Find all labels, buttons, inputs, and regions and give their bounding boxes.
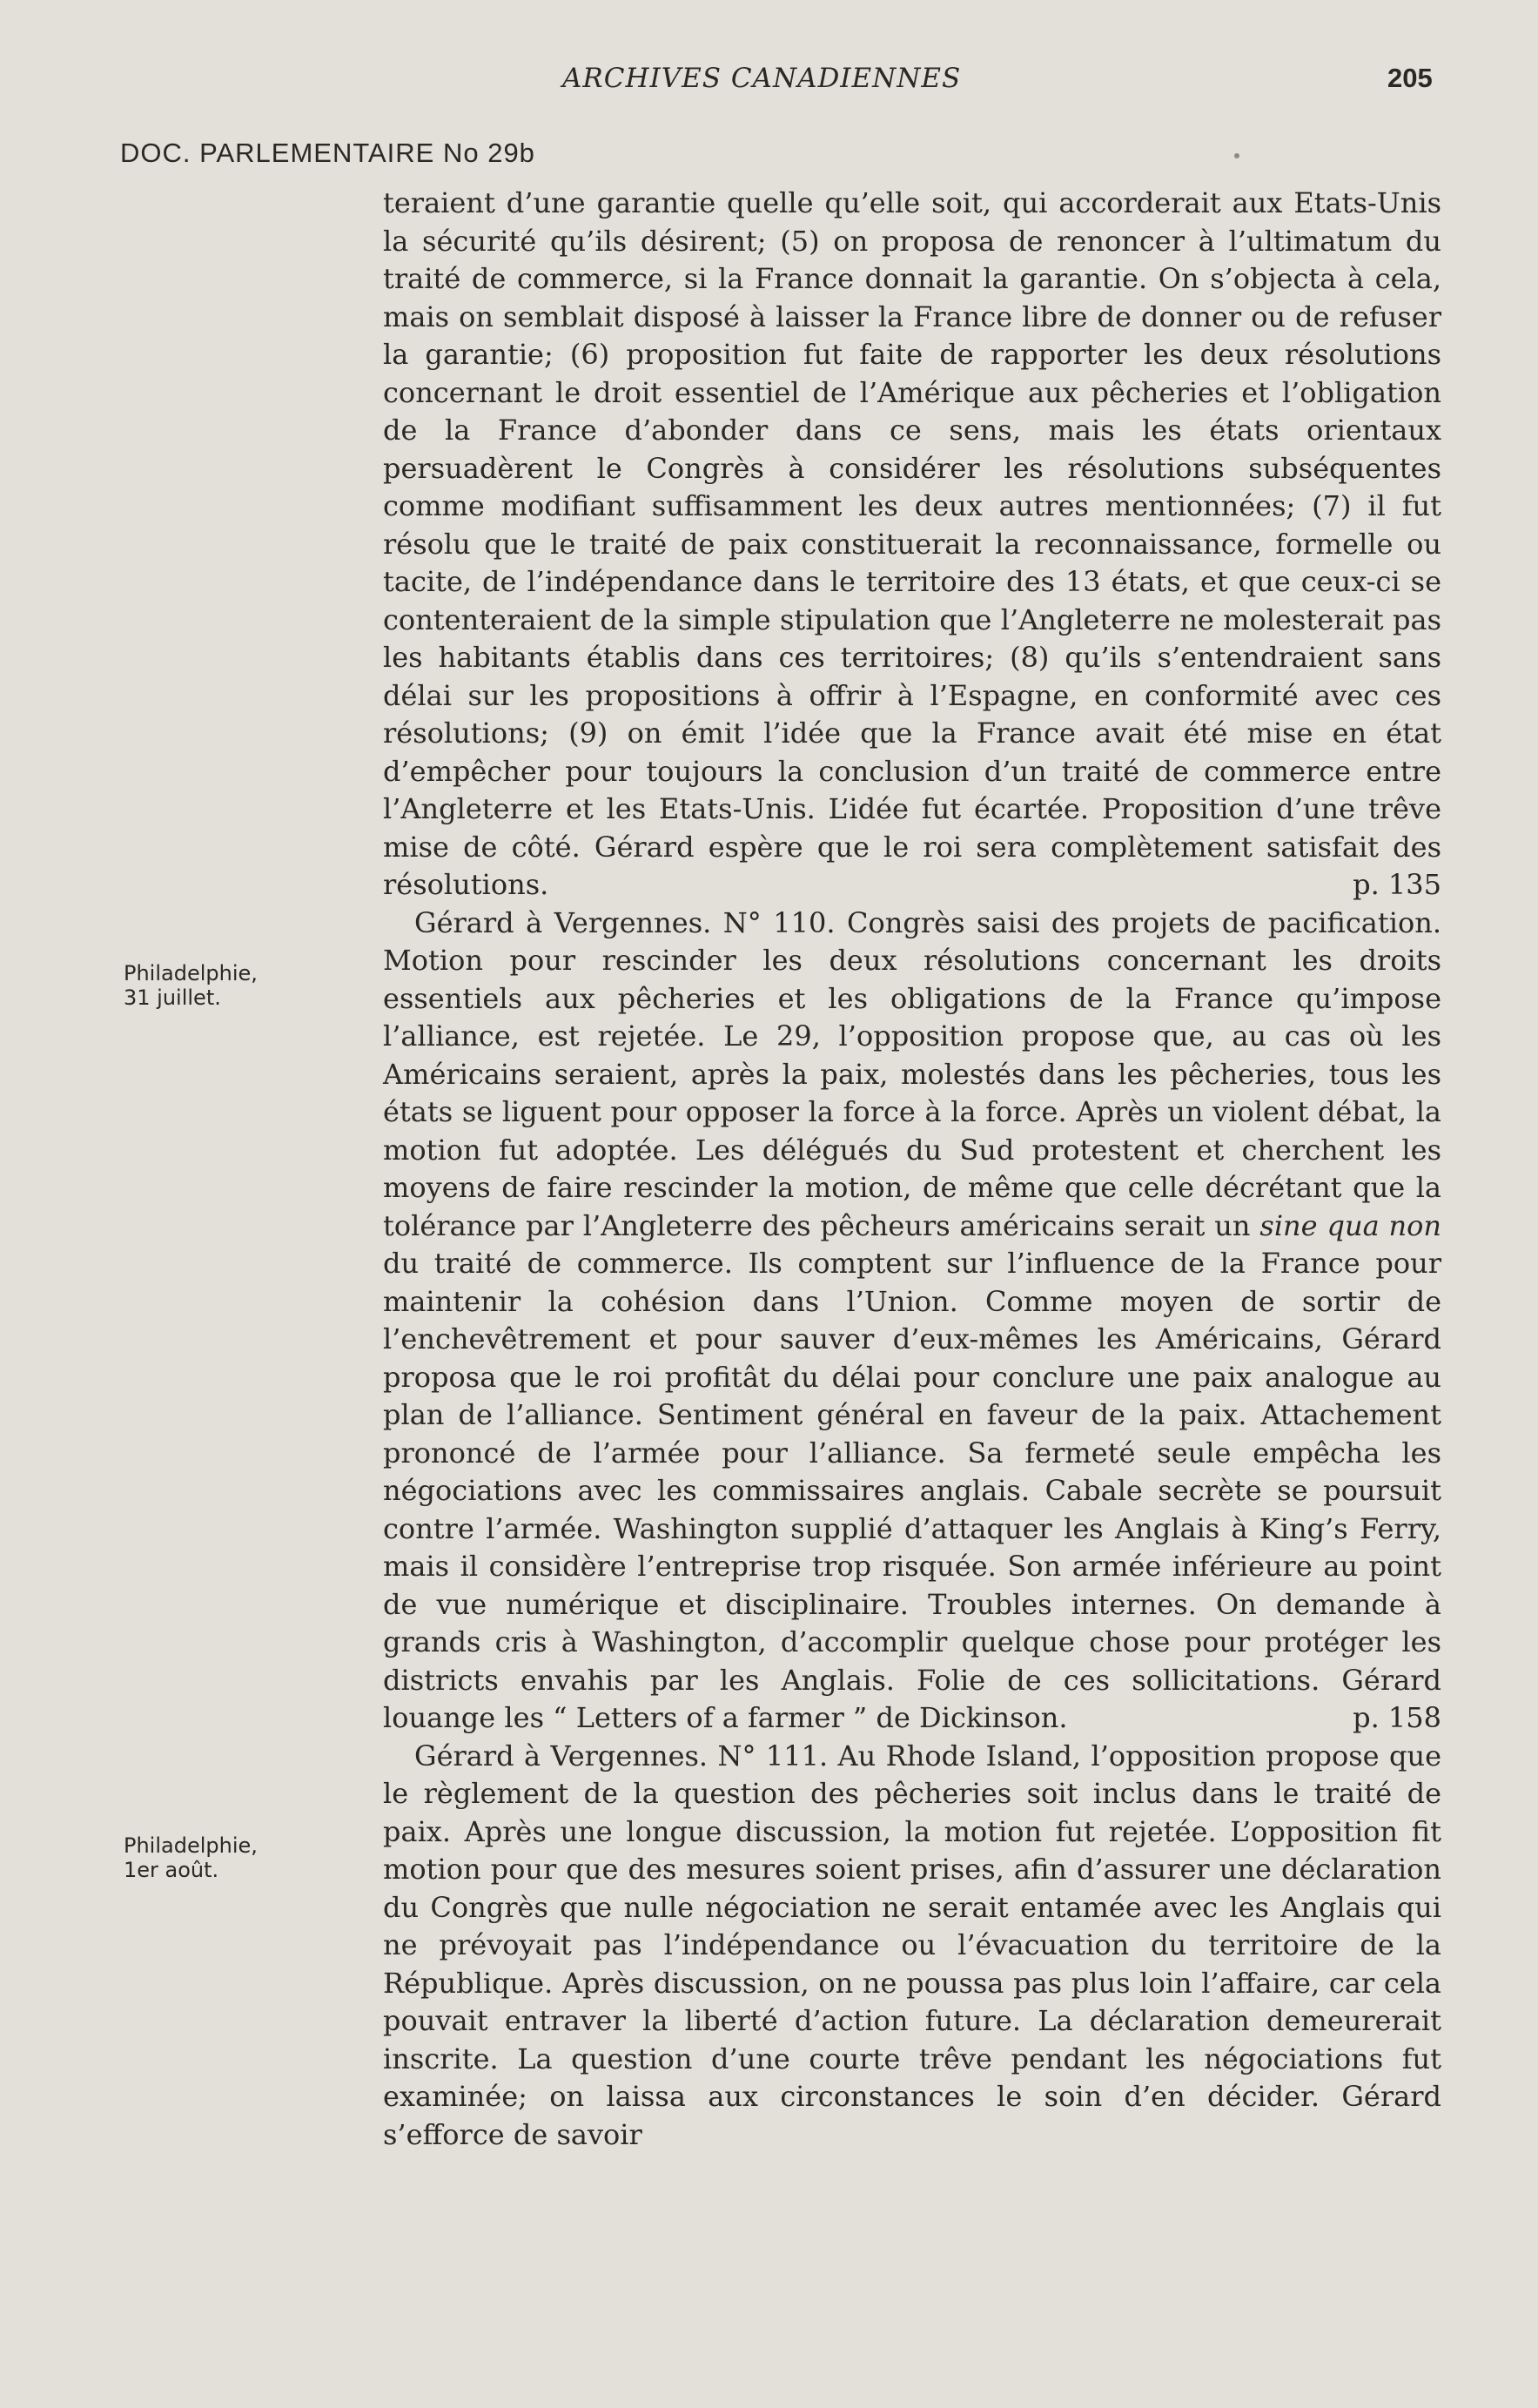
margin-note-31-juillet	[124, 961, 258, 1010]
entry-text: teraient d’une garantie quelle qu’elle soit, qui accorderait aux Etats-Unis la sécurité qu’ils désirent; (5) on proposa de renoncer à l’ultimatum du traité de commerce, si la France donnait la garantie. On s’objecta à cela, mais on semblait disposé à laisser la France libre de donner ou de refuser la garantie; (6) proposition fut faite de rapporter les deux résolutions concernant le droit essentiel de l’Amérique aux pêcheries et l’obligation de la France d’abonder dans ce sens, mais les états orientaux persuadèrent le Congrès à considérer les résolutions subséquentes comme modifiant suffisamment les deux autres mentionnées; (7) il fut résolu que le traité de paix constituerait la reconnaissance, formelle ou tacite, de l’indépendance dans le territoire des 13 états, et que ceux-ci se contenteraient de la simple stipulation que l’Angleterre ne molesterait pas les habitants établis dans ces territoires; (8) qu’ils s’entendraient sans délai sur les propositions à offrir à l’Espagne, en conformité avec ces résolutions; (9) on émit l’idée que la France avait été mise en état d’empêcher pour toujours la conclusion d’un traité de commerce entre l’Angleterre et les Etats-Unis. L’idée fut écartée. Proposition d’une trêve mise de côté. Gérard espère que le roi sera complètement satisfait des résolutions.	[383, 186, 1441, 901]
entry-text: du traité de commerce. Ils comptent sur l’influence de la France pour maintenir la cohésion dans l’Union. Comme moyen de sortir de l’enchevêtrement et pour sauver d’eux-mêmes les Américains, Gérard proposa que le roi profitât du délai pour conclure une paix analogue au plan de l’alliance. Sentiment général en faveur de la paix. Attachement prononcé de l’armée pour l’alliance. Sa fermeté seule empêcha les négociations avec les commissaires anglais. Cabale secrète se poursuit contre l’armée. Washington supplié d’attaquer les Anglais à King’s Ferry, mais il considère l’entreprise trop risquée. Son armée inférieure au point de vue numérique et disciplinaire. Troubles internes. On demande à grands cris à Washington, d’accomplir quelque chose pour protéger les districts envahis par les Anglais. Folie de ces sollicitations. Gérard louange les “ Letters of a farmer ” de Dickinson.	[383, 1247, 1441, 1734]
latin-phrase: sine qua non	[1259, 1208, 1442, 1242]
running-head	[0, 63, 1538, 106]
entry-text: Gérard à Vergennes. N° 110. Congrès saisi des projets de pacification. Motion pour rescinder les deux résolutions concernant les droits essentiels aux pêcheries et les obligations de la France qu’impose l’alliance, est rejetée. Le 29, l’opposition propose que, au cas où les Américains seraient, après la paix, molestés dans les pêcheries, tous les états se liguent pour opposer la force à la force. Après un violent débat, la motion fut adoptée. Les délégués du Sud protestent et cherchent les moyens de faire rescinder la motion, de même que celle décrétant que la tolérance par l’Angleterre des pêcheurs américains serait un	[383, 905, 1441, 1242]
entry-text: Gérard à Vergennes. N° 111. Au Rhode Island, l’opposition propose que le règlement de la question des pêcheries soit inclus dans le traité de paix. Après une longue discussion, la motion fut rejetée. L’opposition fit motion pour que des mesures soient prises, afin d’assurer une déclaration du Congrès que nulle négociation ne serait entamée avec les Anglais qui ne prévoyait pas l’indépendance ou l’évacuation du territoire de la République. Après discussion, on ne poussa pas plus loin l’affaire, car cela pouvait entraver la liberté d’action future. La déclaration demeurerait inscrite. La question d’une courte trêve pendant les négociations fut examinée; on laissa aux circonstances le soin d’en décider. Gérard s’efforce de savoir	[383, 1739, 1441, 2151]
margin-note-place: Philadelphie,	[124, 961, 258, 985]
margin-note-date: 31 juillet.	[124, 985, 221, 1010]
margin-note-1er-aout	[124, 1833, 258, 1882]
entry-continuation	[383, 185, 1441, 905]
margin-note-date: 1er août.	[124, 1858, 219, 1882]
entry-1er-aout	[383, 1738, 1441, 2155]
body-text	[383, 185, 1441, 2154]
page-reference: p. 135	[1353, 868, 1441, 901]
page-reference: p. 158	[1353, 1701, 1441, 1734]
margin-note-place: Philadelphie,	[124, 1833, 258, 1858]
entry-31-juillet	[383, 905, 1441, 1738]
page-number: 205	[1387, 63, 1433, 93]
running-title: ARCHIVES CANADIENNES	[562, 63, 962, 94]
speck-mark	[1234, 153, 1239, 158]
document-label: DOC. PARLEMENTAIRE No 29b	[120, 138, 535, 168]
